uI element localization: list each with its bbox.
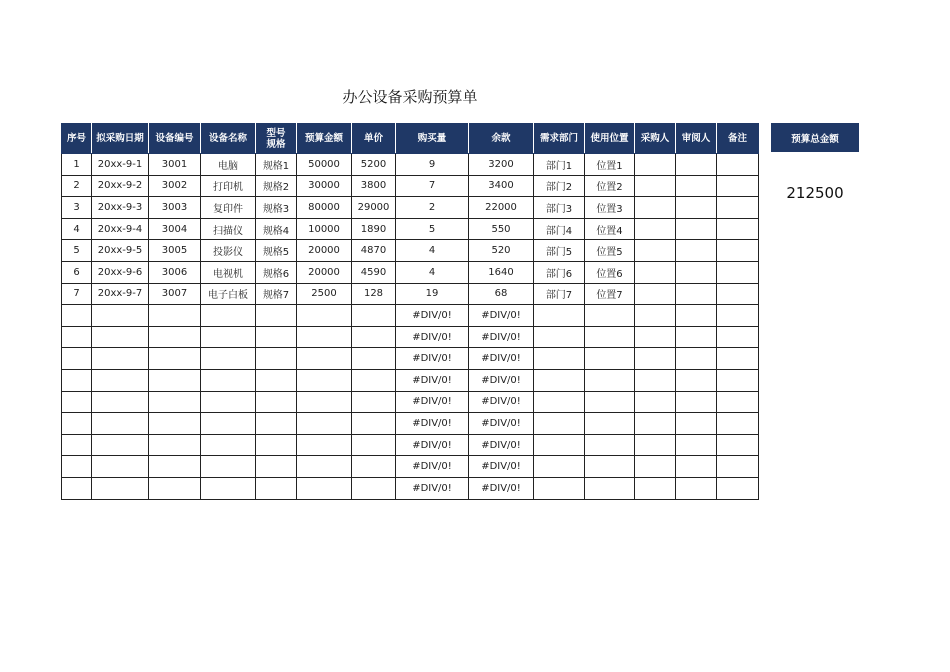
table-cell[interactable]: 部门7 [534, 283, 585, 305]
table-cell[interactable]: 2500 [297, 283, 352, 305]
table-cell[interactable] [256, 348, 297, 370]
table-cell[interactable] [92, 391, 149, 413]
table-cell[interactable] [62, 477, 92, 499]
table-cell[interactable]: 19 [396, 283, 469, 305]
table-cell[interactable] [635, 154, 676, 176]
table-cell[interactable]: 3800 [352, 175, 396, 197]
table-cell[interactable] [635, 326, 676, 348]
table-cell[interactable] [352, 477, 396, 499]
table-cell[interactable] [149, 391, 201, 413]
table-cell[interactable] [717, 305, 759, 327]
table-cell[interactable]: 7 [396, 175, 469, 197]
table-cell[interactable]: 规格4 [256, 218, 297, 240]
table-cell[interactable]: #DIV/0! [396, 456, 469, 478]
table-cell[interactable]: 3005 [149, 240, 201, 262]
table-cell[interactable] [534, 391, 585, 413]
budget-table [61, 123, 759, 500]
table-cell[interactable]: 投影仪 [201, 240, 256, 262]
column-header: 序号 [62, 124, 92, 154]
table-cell[interactable] [92, 477, 149, 499]
table-cell[interactable] [635, 477, 676, 499]
table-cell[interactable]: 打印机 [201, 175, 256, 197]
table-cell[interactable] [635, 413, 676, 435]
table-cell[interactable]: #DIV/0! [396, 348, 469, 370]
table-cell[interactable] [92, 326, 149, 348]
table-cell[interactable] [717, 218, 759, 240]
table-cell[interactable]: 4870 [352, 240, 396, 262]
table-cell[interactable] [635, 391, 676, 413]
table-cell[interactable] [676, 175, 717, 197]
table-cell[interactable] [534, 434, 585, 456]
table-cell[interactable]: 规格5 [256, 240, 297, 262]
table-cell[interactable]: 128 [352, 283, 396, 305]
budget-total-label: 预算总金额 [771, 123, 859, 152]
table-cell[interactable]: #DIV/0! [396, 326, 469, 348]
column-header: 备注 [717, 124, 759, 154]
table-cell[interactable] [297, 391, 352, 413]
table-cell[interactable]: 20xx-9-7 [92, 283, 149, 305]
table-cell[interactable] [534, 348, 585, 370]
table-cell[interactable] [717, 175, 759, 197]
table-cell[interactable]: 电子白板 [201, 283, 256, 305]
table-cell[interactable] [717, 391, 759, 413]
table-cell[interactable] [585, 305, 635, 327]
table-cell[interactable] [585, 391, 635, 413]
table-cell[interactable] [62, 348, 92, 370]
table-cell[interactable]: 80000 [297, 197, 352, 219]
table-cell[interactable] [92, 434, 149, 456]
table-cell[interactable] [256, 391, 297, 413]
table-cell[interactable] [256, 326, 297, 348]
table-cell[interactable] [676, 348, 717, 370]
table-cell[interactable]: #DIV/0! [396, 305, 469, 327]
table-cell[interactable] [62, 434, 92, 456]
table-cell[interactable] [676, 197, 717, 219]
table-cell[interactable] [201, 348, 256, 370]
table-header-row [62, 124, 759, 154]
column-header: 使用位置 [585, 124, 635, 154]
table-cell[interactable] [149, 348, 201, 370]
table-cell[interactable] [717, 477, 759, 499]
table-cell[interactable]: 部门1 [534, 154, 585, 176]
table-cell[interactable]: 1890 [352, 218, 396, 240]
table-cell[interactable] [717, 413, 759, 435]
table-cell[interactable] [62, 391, 92, 413]
table-cell[interactable]: 复印件 [201, 197, 256, 219]
table-cell[interactable]: 22000 [469, 197, 534, 219]
table-cell[interactable]: 50000 [297, 154, 352, 176]
table-cell[interactable] [297, 305, 352, 327]
table-cell[interactable] [717, 348, 759, 370]
table-row [62, 283, 759, 305]
column-header: 设备名称 [201, 124, 256, 154]
column-header: 采购人 [635, 124, 676, 154]
table-cell[interactable]: 2 [396, 197, 469, 219]
table-cell[interactable]: 5 [62, 240, 92, 262]
table-row [62, 326, 759, 348]
table-cell[interactable]: 20xx-9-3 [92, 197, 149, 219]
table-cell[interactable] [256, 477, 297, 499]
table-cell[interactable] [149, 456, 201, 478]
table-cell[interactable]: 68 [469, 283, 534, 305]
table-cell[interactable]: #DIV/0! [469, 369, 534, 391]
column-header: 单价 [352, 124, 396, 154]
column-header: 余款 [469, 124, 534, 154]
table-cell[interactable] [149, 369, 201, 391]
table-row [62, 240, 759, 262]
table-cell[interactable] [534, 477, 585, 499]
table-row [62, 175, 759, 197]
table-cell[interactable]: 部门4 [534, 218, 585, 240]
table-cell[interactable]: 位置5 [585, 240, 635, 262]
table-cell[interactable]: #DIV/0! [469, 391, 534, 413]
table-cell[interactable] [585, 369, 635, 391]
table-cell[interactable] [297, 348, 352, 370]
table-cell[interactable] [717, 434, 759, 456]
table-row [62, 154, 759, 176]
table-cell[interactable] [149, 413, 201, 435]
table-cell[interactable]: 3004 [149, 218, 201, 240]
column-header: 设备编号 [149, 124, 201, 154]
table-cell[interactable] [297, 413, 352, 435]
table-cell[interactable] [62, 326, 92, 348]
table-cell[interactable] [201, 477, 256, 499]
table-cell[interactable] [635, 175, 676, 197]
table-cell[interactable] [62, 413, 92, 435]
table-cell[interactable]: 3002 [149, 175, 201, 197]
table-cell[interactable]: 位置3 [585, 197, 635, 219]
table-cell[interactable]: 29000 [352, 197, 396, 219]
table-cell[interactable]: #DIV/0! [396, 369, 469, 391]
table-cell[interactable] [635, 261, 676, 283]
table-cell[interactable] [676, 261, 717, 283]
table-cell[interactable]: 位置7 [585, 283, 635, 305]
table-cell[interactable]: #DIV/0! [469, 348, 534, 370]
table-cell[interactable] [352, 369, 396, 391]
table-cell[interactable] [635, 218, 676, 240]
table-cell[interactable] [717, 326, 759, 348]
table-cell[interactable] [676, 391, 717, 413]
table-cell[interactable] [352, 456, 396, 478]
table-cell[interactable] [635, 283, 676, 305]
table-cell[interactable] [352, 305, 396, 327]
table-cell[interactable] [62, 456, 92, 478]
table-cell[interactable]: 部门5 [534, 240, 585, 262]
table-cell[interactable]: 电脑 [201, 154, 256, 176]
table-cell[interactable]: #DIV/0! [396, 477, 469, 499]
table-cell[interactable] [201, 326, 256, 348]
table-cell[interactable]: 位置2 [585, 175, 635, 197]
table-cell[interactable]: 1 [62, 154, 92, 176]
table-cell[interactable]: 4 [396, 261, 469, 283]
table-cell[interactable] [717, 154, 759, 176]
column-header: 需求部门 [534, 124, 585, 154]
table-cell[interactable] [676, 413, 717, 435]
table-cell[interactable] [635, 434, 676, 456]
table-cell[interactable]: 规格7 [256, 283, 297, 305]
table-cell[interactable]: 20000 [297, 240, 352, 262]
table-cell[interactable] [585, 326, 635, 348]
table-cell[interactable]: 4590 [352, 261, 396, 283]
table-row [62, 218, 759, 240]
table-cell[interactable] [297, 369, 352, 391]
table-row [62, 305, 759, 327]
table-cell[interactable]: 9 [396, 154, 469, 176]
table-cell[interactable] [534, 369, 585, 391]
table-cell[interactable]: 电视机 [201, 261, 256, 283]
table-cell[interactable] [635, 456, 676, 478]
table-cell[interactable] [585, 413, 635, 435]
table-cell[interactable] [352, 413, 396, 435]
table-cell[interactable] [62, 369, 92, 391]
table-cell[interactable] [201, 369, 256, 391]
table-cell[interactable] [297, 326, 352, 348]
table-cell[interactable]: 20xx-9-5 [92, 240, 149, 262]
column-header: 审阅人 [676, 124, 717, 154]
table-cell[interactable] [256, 434, 297, 456]
table-cell[interactable]: 规格6 [256, 261, 297, 283]
table-cell[interactable] [256, 369, 297, 391]
table-row [62, 348, 759, 370]
table-cell[interactable]: 550 [469, 218, 534, 240]
table-cell[interactable]: 20xx-9-1 [92, 154, 149, 176]
table-cell[interactable] [352, 326, 396, 348]
table-cell[interactable]: 20xx-9-2 [92, 175, 149, 197]
table-cell[interactable] [585, 434, 635, 456]
table-cell[interactable]: 部门6 [534, 261, 585, 283]
table-cell[interactable] [201, 391, 256, 413]
table-cell[interactable] [534, 456, 585, 478]
table-cell[interactable] [676, 456, 717, 478]
table-cell[interactable] [717, 369, 759, 391]
table-cell[interactable] [352, 434, 396, 456]
table-cell[interactable]: 30000 [297, 175, 352, 197]
table-cell[interactable]: #DIV/0! [469, 413, 534, 435]
table-cell[interactable]: #DIV/0! [396, 413, 469, 435]
table-cell[interactable] [635, 197, 676, 219]
table-cell[interactable] [297, 477, 352, 499]
table-cell[interactable]: 规格1 [256, 154, 297, 176]
table-cell[interactable]: 扫描仪 [201, 218, 256, 240]
table-cell[interactable]: 6 [62, 261, 92, 283]
table-cell[interactable] [201, 456, 256, 478]
table-cell[interactable] [149, 305, 201, 327]
table-cell[interactable]: 10000 [297, 218, 352, 240]
table-cell[interactable]: #DIV/0! [396, 434, 469, 456]
table-cell[interactable] [201, 413, 256, 435]
table-cell[interactable]: #DIV/0! [396, 391, 469, 413]
table-cell[interactable]: 位置1 [585, 154, 635, 176]
table-cell[interactable] [676, 369, 717, 391]
table-cell[interactable] [297, 456, 352, 478]
table-cell[interactable]: 1640 [469, 261, 534, 283]
table-cell[interactable] [717, 197, 759, 219]
sheet-title: 办公设备采购预算单 [342, 88, 478, 106]
table-cell[interactable]: 3400 [469, 175, 534, 197]
table-cell[interactable]: 位置4 [585, 218, 635, 240]
table-cell[interactable] [201, 305, 256, 327]
table-cell[interactable]: #DIV/0! [469, 456, 534, 478]
table-cell[interactable] [62, 305, 92, 327]
table-cell[interactable]: 4 [62, 218, 92, 240]
table-cell[interactable] [676, 240, 717, 262]
table-cell[interactable] [635, 240, 676, 262]
table-cell[interactable] [534, 305, 585, 327]
table-cell[interactable] [676, 218, 717, 240]
table-cell[interactable]: 4 [396, 240, 469, 262]
table-cell[interactable] [585, 456, 635, 478]
table-cell[interactable] [149, 477, 201, 499]
table-cell[interactable] [149, 326, 201, 348]
table-cell[interactable]: 20000 [297, 261, 352, 283]
table-cell[interactable]: 20xx-9-6 [92, 261, 149, 283]
table-row [62, 434, 759, 456]
table-cell[interactable]: #DIV/0! [469, 305, 534, 327]
table-cell[interactable]: 位置6 [585, 261, 635, 283]
table-cell[interactable] [201, 434, 256, 456]
table-cell[interactable]: 7 [62, 283, 92, 305]
table-cell[interactable]: 规格3 [256, 197, 297, 219]
table-row [62, 456, 759, 478]
table-cell[interactable] [352, 391, 396, 413]
table-cell[interactable] [149, 434, 201, 456]
table-cell[interactable]: 3200 [469, 154, 534, 176]
table-cell[interactable] [352, 348, 396, 370]
table-cell[interactable] [676, 434, 717, 456]
table-cell[interactable] [676, 305, 717, 327]
table-cell[interactable] [717, 456, 759, 478]
table-cell[interactable]: #DIV/0! [469, 326, 534, 348]
column-header: 购买量 [396, 124, 469, 154]
table-row [62, 391, 759, 413]
budget-total-value: 212500 [786, 184, 844, 202]
table-cell[interactable]: 520 [469, 240, 534, 262]
table-cell[interactable] [676, 283, 717, 305]
table-cell[interactable] [534, 326, 585, 348]
table-cell[interactable]: #DIV/0! [469, 434, 534, 456]
table-cell[interactable]: #DIV/0! [469, 477, 534, 499]
table-cell[interactable]: 规格2 [256, 175, 297, 197]
table-cell[interactable] [297, 434, 352, 456]
table-cell[interactable] [92, 369, 149, 391]
table-cell[interactable]: 3003 [149, 197, 201, 219]
table-cell[interactable] [256, 413, 297, 435]
table-cell[interactable]: 20xx-9-4 [92, 218, 149, 240]
table-cell[interactable]: 3001 [149, 154, 201, 176]
table-cell[interactable] [676, 326, 717, 348]
table-cell[interactable]: 5 [396, 218, 469, 240]
table-cell[interactable] [635, 348, 676, 370]
table-cell[interactable] [256, 305, 297, 327]
table-cell[interactable]: 部门2 [534, 175, 585, 197]
table-row [62, 261, 759, 283]
column-header: 拟采购日期 [92, 124, 149, 154]
table-cell[interactable]: 5200 [352, 154, 396, 176]
table-cell[interactable]: 3006 [149, 261, 201, 283]
table-cell[interactable]: 3007 [149, 283, 201, 305]
table-cell[interactable] [635, 369, 676, 391]
table-cell[interactable] [585, 348, 635, 370]
table-cell[interactable] [92, 348, 149, 370]
table-cell[interactable] [717, 240, 759, 262]
table-cell[interactable]: 3 [62, 197, 92, 219]
table-row [62, 413, 759, 435]
table-cell[interactable] [585, 477, 635, 499]
column-header: 型号 规格 [256, 124, 297, 154]
table-cell[interactable] [256, 456, 297, 478]
column-header: 预算金额 [297, 124, 352, 154]
table-cell[interactable] [676, 477, 717, 499]
table-cell[interactable]: 部门3 [534, 197, 585, 219]
table-cell[interactable] [534, 413, 585, 435]
table-cell[interactable] [717, 261, 759, 283]
table-body [62, 154, 759, 500]
table-cell[interactable] [635, 305, 676, 327]
table-cell[interactable]: 2 [62, 175, 92, 197]
table-cell[interactable] [92, 456, 149, 478]
table-cell[interactable] [92, 413, 149, 435]
table-row [62, 477, 759, 499]
table-cell[interactable] [676, 154, 717, 176]
table-row [62, 197, 759, 219]
table-cell[interactable] [92, 305, 149, 327]
table-cell[interactable] [717, 283, 759, 305]
table-row [62, 369, 759, 391]
